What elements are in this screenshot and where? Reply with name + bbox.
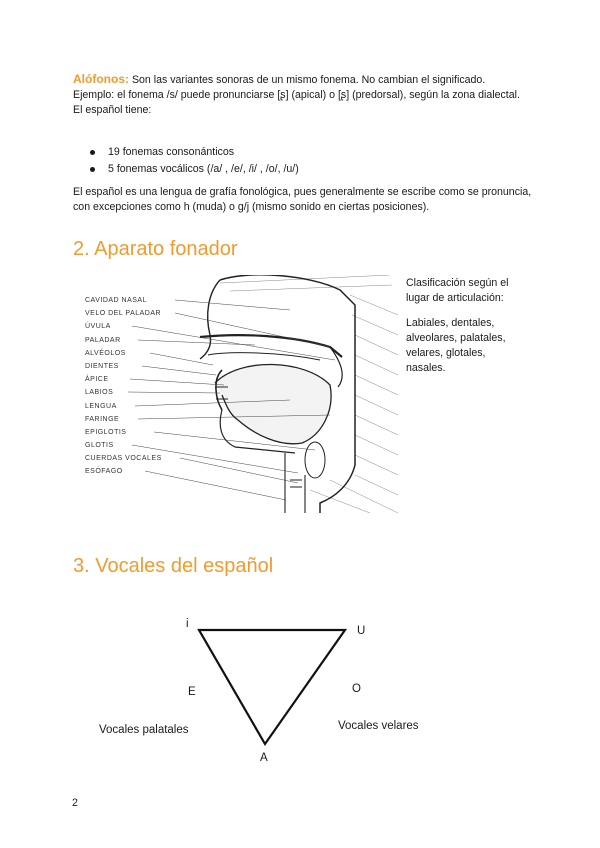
section-heading-vocales: 3. Vocales del español — [73, 555, 274, 577]
vowel-i-label: i — [186, 618, 189, 630]
diagram-label: GLOTIS — [85, 442, 114, 449]
velar-vowels-caption: Vocales velares — [338, 720, 419, 732]
palatal-vowels-caption: Vocales palatales — [99, 724, 189, 736]
diagram-label: PALADAR — [85, 337, 121, 344]
diagram-label: ÚVULA — [85, 323, 111, 330]
vowel-triangle — [199, 630, 345, 744]
diagram-label: CAVIDAD NASAL — [85, 297, 147, 304]
vowel-o-label: O — [352, 683, 361, 695]
articulation-title: Clasificación según el lugar de articulación: — [406, 277, 509, 304]
articulation-list: Labiales, dentales, alveolares, palatales, velares, glotales, nasales. — [406, 317, 506, 374]
diagram-label: LABIOS — [85, 389, 114, 396]
page-number: 2 — [72, 797, 78, 809]
section-heading-aparato: 2. Aparato fonador — [73, 238, 238, 260]
alofonos-intro: El español tiene: — [73, 104, 152, 116]
list-item: 19 fonemas consonánticos — [90, 144, 299, 161]
diagram-label: DIENTES — [85, 363, 119, 370]
diagram-label: ÁPICE — [85, 376, 109, 383]
alofonos-example: Ejemplo: el fonema /s/ puede pronunciarse [ʂ] (apical) o [ʂ] (predorsal), según la zona dialectal. — [73, 89, 520, 101]
vowel-u-label: U — [357, 625, 366, 637]
diagram-label: CUERDAS VOCALES — [85, 455, 162, 462]
diagram-label: ALVÉOLOS — [85, 350, 126, 357]
orthography-paragraph: El español es una lengua de grafía fonológica, pues generalmente se escribe como se pronuncia, con excepciones como h (muda) o g/j (mismo sonido en ciertas posiciones). — [73, 186, 532, 213]
diagram-label: FARINGE — [85, 416, 120, 423]
diagram-label: VELO DEL PALADAR — [85, 310, 162, 317]
diagram-label: ESÓFAGO — [85, 468, 123, 475]
list-item: 5 fonemas vocálicos (/a/ , /e/, /i/ , /o/, /u/) — [90, 161, 299, 178]
diagram-label: LENGUA — [85, 403, 117, 410]
vowel-e-label: E — [188, 686, 196, 698]
vowel-a-label: A — [260, 752, 268, 764]
diagram-label: EPIGLOTIS — [85, 429, 127, 436]
alofonos-definition: Son las variantes sonoras de un mismo fonema. No cambian el significado. — [129, 74, 486, 86]
alofonos-term: Alófonos: — [73, 72, 129, 86]
